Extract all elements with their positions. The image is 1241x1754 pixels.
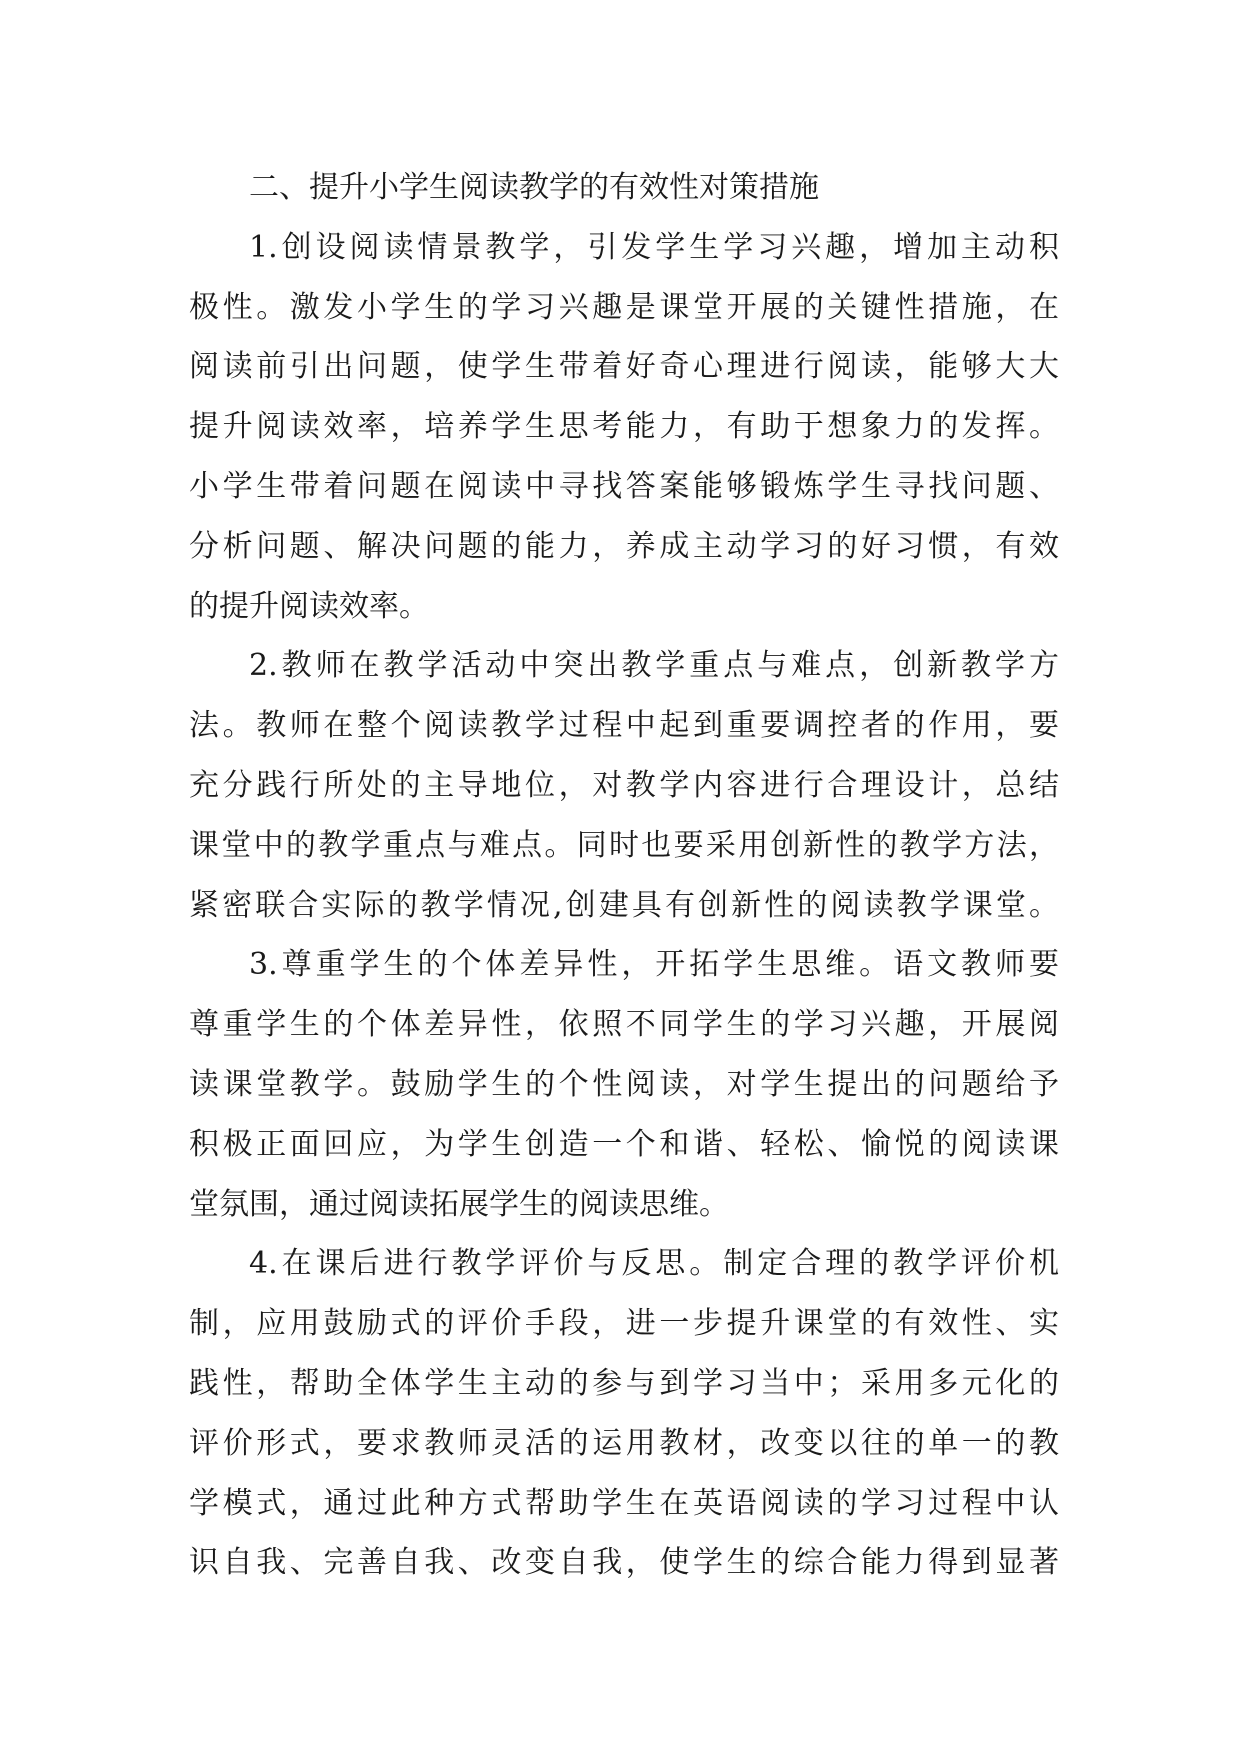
paragraph-3-line-3: 读课堂教学。鼓励学生的个性阅读，对学生提出的问题给予 [189,1066,1059,1102]
paragraph-4-line-5: 学模式，通过此种方式帮助学生在英语阅读的学习过程中认 [189,1485,1059,1521]
paragraph-2-line-2: 法。教师在整个阅读教学过程中起到重要调控者的作用，要 [189,708,1059,744]
paragraph-1-line-7: 的提升阅读效率。 [189,588,429,624]
paragraph-3-line-2: 尊重学生的个体差异性，依照不同学生的学习兴趣，开展阅 [189,1007,1059,1043]
body-text [189,158,1059,1593]
paragraph-4-line-3: 践性，帮助全体学生主动的参与到学习当中；采用多元化的 [189,1365,1059,1401]
paragraph-2-line-1: 2.教师在教学活动中突出教学重点与难点，创新教学方 [249,648,1059,684]
paragraph-2-line-4: 课堂中的教学重点与难点。同时也要采用创新性的教学方法， [189,827,1059,863]
paragraph-1-line-5: 小学生带着问题在阅读中寻找答案能够锻炼学生寻找问题、 [189,468,1059,504]
paragraph-4-line-2: 制，应用鼓励式的评价手段，进一步提升课堂的有效性、实 [189,1306,1059,1342]
paragraph-4-line-6: 识自我、完善自我、改变自我，使学生的综合能力得到显著 [189,1545,1059,1581]
paragraph-4-line-1: 4.在课后进行教学评价与反思。制定合理的教学评价机 [249,1246,1059,1282]
paragraph-1-line-1: 1.创设阅读情景教学，引发学生学习兴趣，增加主动积 [249,229,1059,265]
paragraph-1-line-3: 阅读前引出问题，使学生带着好奇心理进行阅读，能够大大 [189,349,1059,385]
paragraph-3-line-4: 积极正面回应，为学生创造一个和谐、轻松、愉悦的阅读课 [189,1126,1059,1162]
paragraph-1-line-2: 极性。激发小学生的学习兴趣是课堂开展的关键性措施，在 [189,289,1059,325]
paragraph-2-line-3: 充分践行所处的主导地位，对教学内容进行合理设计，总结 [189,767,1059,803]
paragraph-2-line-5: 紧密联合实际的教学情况,创建具有创新性的阅读教学课堂。 [189,887,1059,923]
paragraph-3-line-1: 3.尊重学生的个体差异性，开拓学生思维。语文教师要 [249,947,1059,983]
paragraph-3-line-5: 堂氛围，通过阅读拓展学生的阅读思维。 [189,1186,729,1222]
paragraph-1-line-4: 提升阅读效率，培养学生思考能力，有助于想象力的发挥。 [189,409,1059,445]
section-heading: 二、提升小学生阅读教学的有效性对策措施 [249,170,819,205]
paragraph-4-line-4: 评价形式，要求教师灵活的运用教材，改变以往的单一的教 [189,1425,1059,1461]
paragraph-1-line-6: 分析问题、解决问题的能力，养成主动学习的好习惯，有效 [189,528,1059,564]
